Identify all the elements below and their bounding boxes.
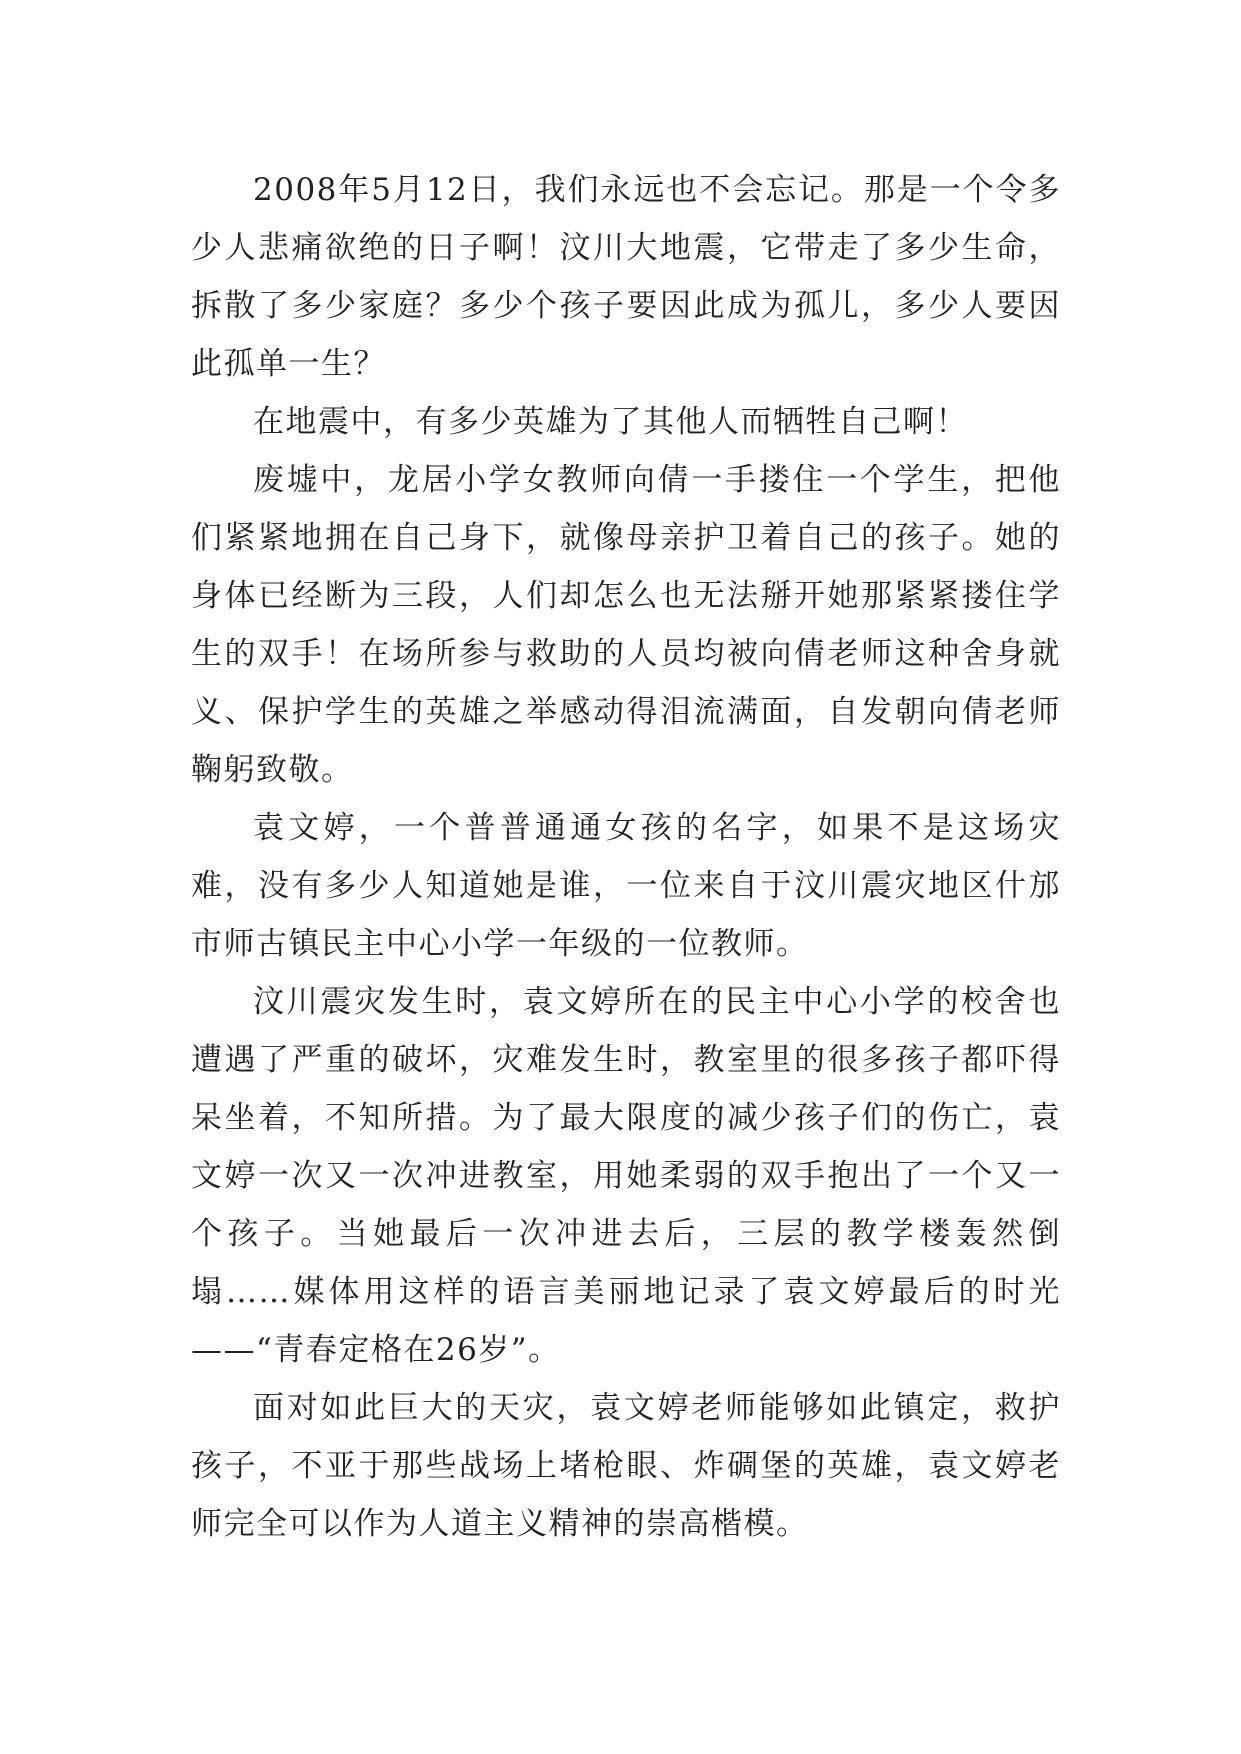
paragraph-yuan-wenting-intro: 袁文婷，一个普普通通女孩的名字，如果不是这场灾难，没有多少人知道她是谁，一位来自于汶川震灾地区什邡市师古镇民主中心小学一年级的一位教师。 — [191, 810, 1061, 962]
paragraph-xiang-qian: 废墟中，龙居小学女教师向倩一手搂住一个学生，把他们紧紧地拥在自己身下，就像母亲护卫着自己的孩子。她的身体已经断为三段，人们却怎么也无法掰开她那紧紧搂住学生的双手！在场所参与救助的人员均被向倩老师这种舍身就义、保护学生的英雄之举感动得泪流满面，自发朝向倩老师鞠躬致敬。 — [191, 462, 1061, 788]
paragraph-heroes-intro: 在地震中，有多少英雄为了其他人而牺牲自己啊！ — [253, 404, 968, 440]
paragraph-earthquake-date: 2008年5月12日，我们永远也不会忘记。那是一个令多少人悲痛欲绝的日子啊！汶川大地震，它带走了多少生命，拆散了多少家庭？多少个孩子要因此成为孤儿，多少人要因此孤单一生？ — [191, 172, 1061, 382]
article-body — [191, 161, 1061, 1553]
paragraph-conclusion: 面对如此巨大的天灾，袁文婷老师能够如此镇定，救护孩子，不亚于那些战场上堵枪眼、炸碉堡的英雄，袁文婷老师完全可以作为人道主义精神的崇高楷模。 — [191, 1390, 1061, 1542]
paragraph-yuan-wenting-rescue: 汶川震灾发生时，袁文婷所在的民主中心小学的校舍也遭遇了严重的破坏，灾难发生时，教室里的很多孩子都吓得呆坐着，不知所措。为了最大限度的减少孩子们的伤亡，袁文婷一次又一次冲进教室，用她柔弱的双手抱出了一个又一个孩子。当她最后一次冲进去后，三层的教学楼轰然倒塌……媒体用这样的语言美丽地记录了袁文婷最后的时光——“青春定格在26岁”。 — [191, 984, 1061, 1368]
